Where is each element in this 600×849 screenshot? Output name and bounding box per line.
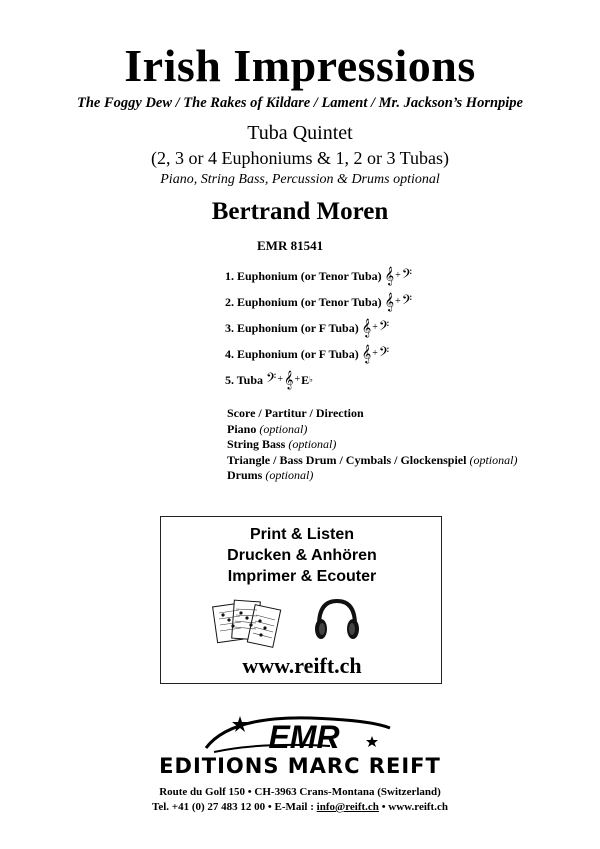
treble-clef-icon: 𝄞 [361,318,372,337]
part-2 [225,294,412,310]
emr-logo [200,712,400,756]
treble-clef-icon: 𝄞 [384,266,395,285]
optional-instruments: Piano, String Bass, Percussion & Drums optional [160,172,440,187]
eb-key-label: E [301,373,310,387]
bass-clef-icon: 𝄢 [378,344,390,363]
ensemble: Tuba Quintet [247,122,353,144]
composer: Bertrand Moren [211,198,389,225]
plus-sign: + [395,296,401,307]
part-3 [225,320,389,336]
part-label: 3. Euphonium (or F Tuba) [225,321,359,335]
part-label: 2. Euphonium (or Tenor Tuba) [225,295,382,309]
treble-clef-icon: 𝄞 [384,292,395,311]
publisher-name: EDITIONS MARC REIFT [159,754,441,778]
clef-group [362,320,389,336]
catalog-number: EMR 81541 [257,238,324,253]
part-label: 4. Euphonium (or F Tuba) [225,347,359,361]
star-icon [366,736,378,747]
clef-group [385,268,412,284]
email-link[interactable]: info@reift.ch [316,801,379,813]
part-label: 1. Euphonium (or Tenor Tuba) [225,269,382,283]
publisher-address: Route du Golf 150 • CH-3963 Crans-Montana (Switzerland) [159,786,441,798]
website-url[interactable]: www.reift.ch [242,653,362,678]
clef-group [362,346,389,362]
bass-clef-icon: 𝄢 [401,266,413,285]
contact-prefix: Tel. +41 (0) 27 483 12 00 • E-Mail : [152,801,317,813]
logo-text: EMR [268,719,340,755]
treble-clef-icon: 𝄞 [283,370,294,389]
promo-line-de: Drucken & Anhören [227,547,377,564]
subtitle: The Foggy Dew / The Rakes of Kildare / Lament / Mr. Jackson’s Hornpipe [76,95,523,111]
publisher-contact [0,801,600,813]
plus-sign: + [277,374,283,385]
flat-sign: ♭ [309,375,313,384]
material-item: Score / Partitur / Direction [227,406,364,420]
print-listen-box [160,516,442,684]
plus-sign: + [294,374,301,385]
materials-list [227,406,517,484]
material-item: Triangle / Bass Drum / Cymbals / Glockenspiel (optional) [227,452,518,467]
part-4 [225,346,389,362]
promo-line-en: Print & Listen [249,526,354,543]
plus-sign: + [395,270,401,281]
page-title: Irish Impressions [124,40,476,91]
plus-sign: + [372,322,378,333]
ensemble-detail: (2, 3 or 4 Euphoniums & 1, 2 or 3 Tubas) [150,148,449,168]
part-1 [225,268,412,284]
bass-clef-icon: 𝄢 [266,370,277,389]
headphones-icon [311,595,363,647]
sheet-music-icon [211,595,283,651]
clef-group [385,294,412,310]
treble-clef-icon: 𝄞 [361,344,372,363]
material-item: Drums (optional) [227,468,314,482]
part-label: 5. Tuba [225,373,264,387]
clef-group [266,372,313,388]
bass-clef-icon: 𝄢 [378,318,390,337]
part-5 [225,372,313,388]
material-item: Piano (optional) [227,421,308,436]
contact-suffix: • www.reift.ch [378,801,448,813]
promo-line-fr: Imprimer & Ecouter [227,568,377,585]
material-item: String Bass (optional) [227,437,337,451]
bass-clef-icon: 𝄢 [401,292,413,311]
plus-sign: + [372,348,378,359]
